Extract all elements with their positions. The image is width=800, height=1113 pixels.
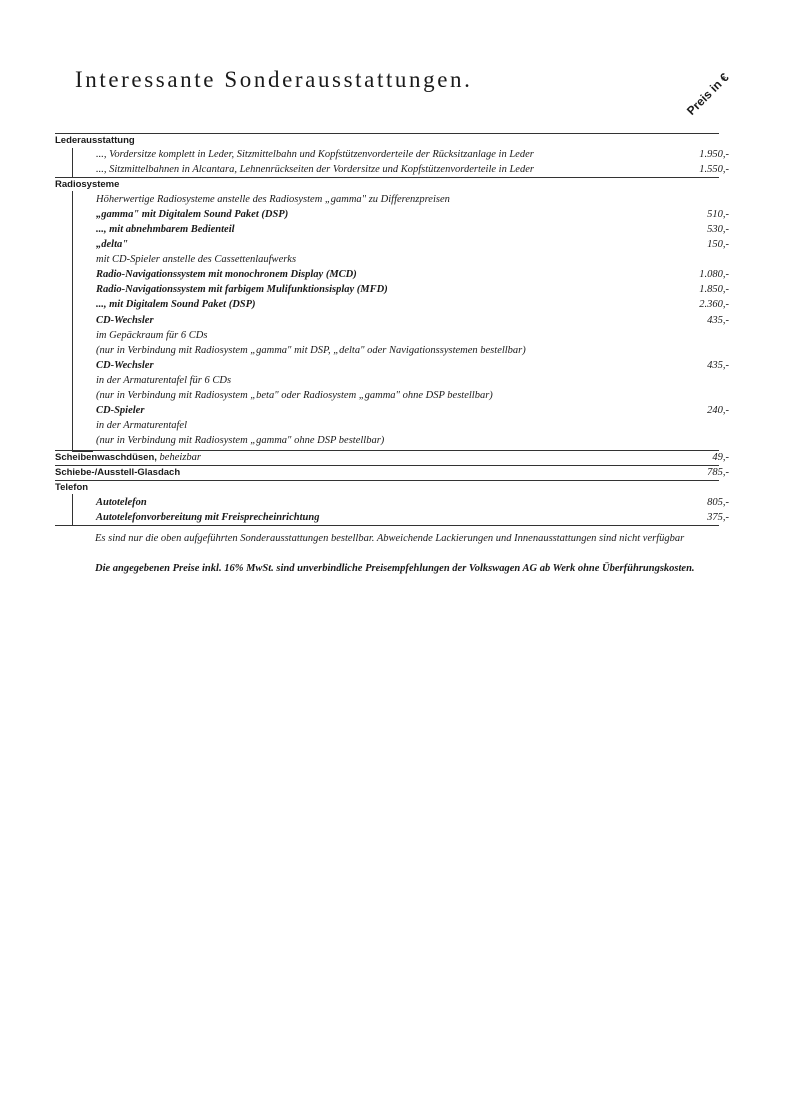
section-label-radio: Radiosysteme — [55, 179, 120, 190]
list-item: (nur in Verbindung mit Radiosystem „gamma" mit DSP, „delta" oder Navigationssystemen bestellbar) — [96, 345, 526, 356]
section-rule — [55, 480, 719, 481]
price-value: 49,- — [712, 452, 729, 463]
price-value: 1.080,- — [699, 269, 729, 280]
list-item: ..., mit abnehmbarem Bedienteil — [96, 224, 235, 235]
section-label-scheiben — [55, 452, 201, 463]
section-bracket — [72, 191, 93, 452]
section-rule — [55, 465, 719, 466]
section-rule — [55, 177, 719, 178]
list-item: im Gepäckraum für 6 CDs — [96, 330, 208, 341]
list-item: CD-Spieler — [96, 405, 145, 416]
price-value: 785,- — [707, 467, 729, 478]
list-item: CD-Wechsler — [96, 315, 154, 326]
list-item: Autotelefonvorbereitung mit Freisprecheinrichtung — [96, 512, 320, 523]
price-value: 150,- — [707, 239, 729, 250]
section-rule — [55, 525, 719, 526]
list-item: Höherwertige Radiosysteme anstelle des Radiosystem „gamma" zu Differenzpreisen — [96, 194, 450, 205]
price-value: 435,- — [707, 315, 729, 326]
list-item: ..., mit Digitalem Sound Paket (DSP) — [96, 299, 256, 310]
price-value: 1.550,- — [699, 164, 729, 175]
price-value: 375,- — [707, 512, 729, 523]
list-item: CD-Wechsler — [96, 360, 154, 371]
price-value: 805,- — [707, 497, 729, 508]
list-item: Radio-Navigationssystem mit monochronem Display (MCD) — [96, 269, 357, 280]
list-item: ..., Vordersitze komplett in Leder, Sitzmittelbahn und Kopfstützenvorderteile der Rücksitzanlage in Leder — [96, 149, 534, 160]
section-label-glasdach: Schiebe-/Ausstell-Glasdach — [55, 467, 181, 478]
section-rule — [55, 450, 719, 451]
price-value: 530,- — [707, 224, 729, 235]
section-label-scheiben-text: Scheibenwaschdüsen, — [55, 452, 157, 463]
footnote-availability: Es sind nur die oben aufgeführten Sonderausstattungen bestellbar. Abweichende Lackierungen und Innenausstattungen sind nicht verfügbar — [95, 533, 685, 544]
price-value: 1.950,- — [699, 149, 729, 160]
list-item: in der Armaturentafel für 6 CDs — [96, 375, 232, 386]
list-item: mit CD-Spieler anstelle des Cassettenlaufwerks — [96, 254, 297, 265]
section-label-scheiben-suffix: beheizbar — [159, 452, 201, 463]
list-item: ..., Sitzmittelbahnen in Alcantara, Lehnenrückseiten der Vordersitze und Kopfstützenvorderteile in Leder — [96, 164, 534, 175]
list-item: Radio-Navigationssystem mit farbigem Mulifunktionsisplay (MFD) — [96, 284, 388, 295]
list-item: Autotelefon — [96, 497, 147, 508]
price-column-header: Preis in € — [684, 70, 732, 118]
section-label-telefon: Telefon — [55, 482, 89, 493]
section-bracket — [72, 148, 93, 178]
price-value: 240,- — [707, 405, 729, 416]
price-value: 435,- — [707, 360, 729, 371]
section-rule — [55, 133, 719, 134]
list-item: (nur in Verbindung mit Radiosystem „gamma" ohne DSP bestellbar) — [96, 435, 385, 446]
list-item: „delta" — [96, 239, 129, 250]
price-value: 510,- — [707, 209, 729, 220]
list-item: „gamma" mit Digitalem Sound Paket (DSP) — [96, 209, 289, 220]
section-label-leder: Lederausstattung — [55, 135, 135, 146]
list-item: (nur in Verbindung mit Radiosystem „beta" oder Radiosystem „gamma" ohne DSP bestellbar) — [96, 390, 493, 401]
footnote-prices: Die angegebenen Preise inkl. 16% MwSt. sind unverbindliche Preisempfehlungen der Volkswagen AG ab Werk ohne Überführungskosten. — [95, 563, 695, 574]
section-bracket — [72, 494, 93, 526]
price-value: 2.360,- — [699, 299, 729, 310]
page-title: Interessante Sonderausstattungen. — [75, 67, 473, 92]
list-item: in der Armaturentafel — [96, 420, 187, 431]
price-value: 1.850,- — [699, 284, 729, 295]
